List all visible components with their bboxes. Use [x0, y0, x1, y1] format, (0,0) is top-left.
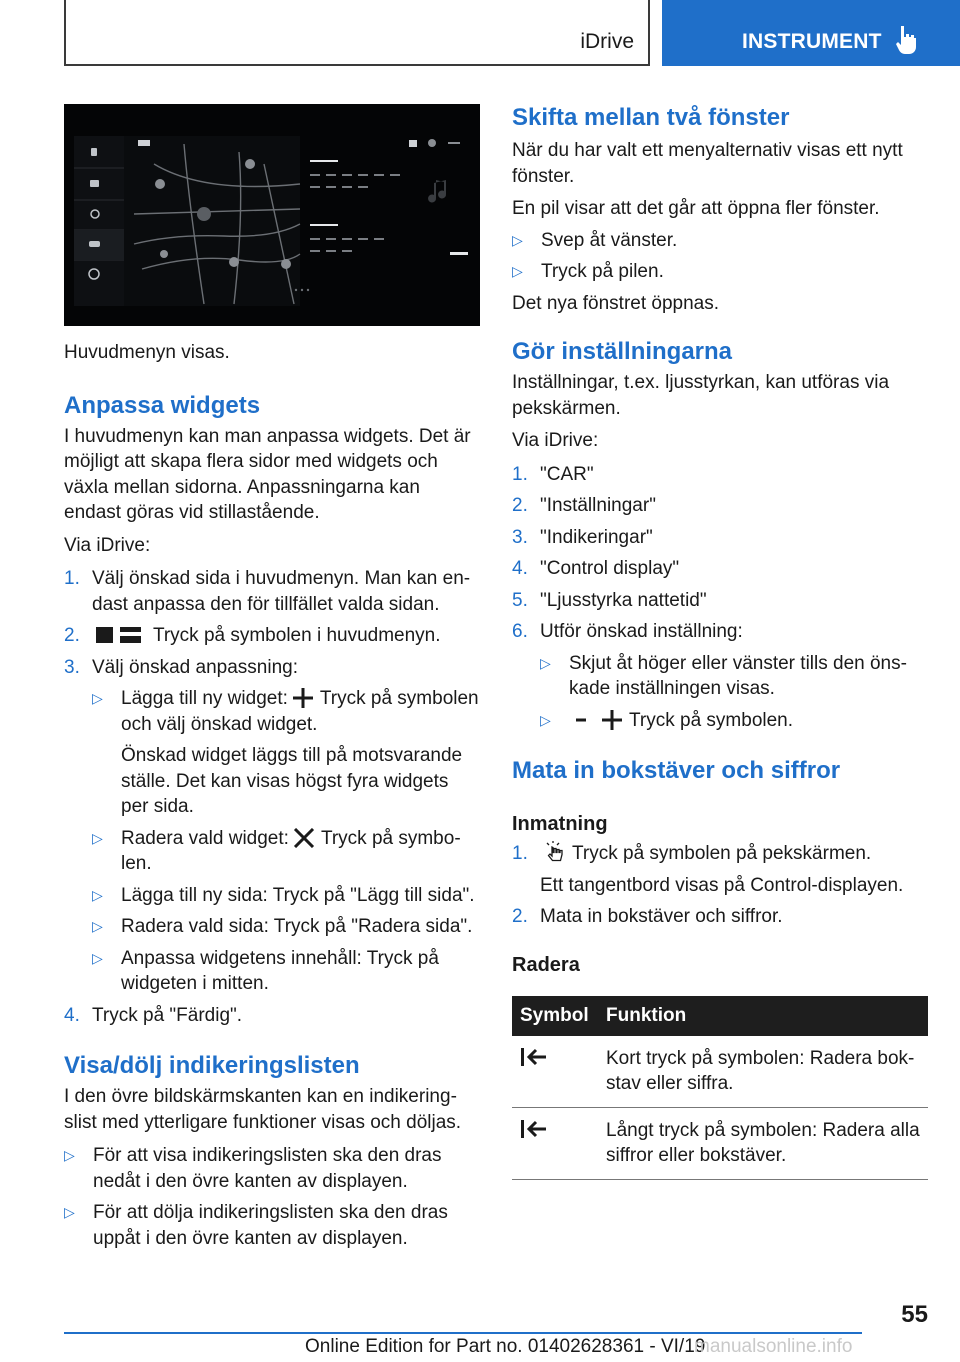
- list-item: [540, 651, 928, 702]
- minus-icon: [573, 710, 591, 730]
- option-text: Lägga till ny widget:: [121, 688, 288, 709]
- list-item: [92, 686, 480, 820]
- step-text: "CAR": [540, 463, 594, 485]
- column-header-function: Funktion: [598, 996, 928, 1036]
- step-number: 5.: [512, 589, 528, 611]
- symbol-cell: [512, 1036, 598, 1108]
- list-item: [64, 623, 480, 649]
- list-item: [512, 588, 928, 614]
- triangle-bullet-icon: ▷: [64, 1204, 75, 1220]
- list-item: [92, 826, 480, 877]
- step-number: 2.: [512, 495, 528, 516]
- settings-via: Via iDrive:: [512, 430, 599, 451]
- list-item: [512, 259, 928, 285]
- list-item: [92, 946, 480, 997]
- backspace-icon: [520, 1118, 550, 1140]
- step-text: "Ljusstyrka nattetid": [540, 589, 707, 611]
- widgets-via: Via iDrive:: [64, 534, 151, 556]
- plus-icon: [292, 688, 314, 708]
- triangle-bullet-icon: ▷: [540, 654, 551, 671]
- heading-settings: Gör inställningarna: [512, 338, 733, 365]
- bullet-text: För att visa indikeringslisten ska den dras nedåt i den övre kanten av displayen.: [93, 1145, 442, 1192]
- subheading-input: Inmatning: [512, 813, 608, 835]
- bullet-text: För att dölja indikeringslisten ska den dras uppåt i den övre kanten av displayen.: [93, 1202, 448, 1249]
- right-column: [512, 104, 928, 1180]
- heading-switch-windows: Skifta mellan två fönster: [512, 104, 790, 131]
- step-text: Välj önskad anpassning:: [92, 656, 298, 678]
- delete-symbol-table: [512, 996, 928, 1180]
- list-item: [512, 493, 928, 519]
- step-number: 1.: [512, 463, 528, 485]
- triangle-bullet-icon: ▷: [512, 231, 523, 248]
- symbol-cell: [512, 1107, 598, 1179]
- statusbar-bullets: [64, 1143, 480, 1251]
- edition-text: Online Edition for Part no. 01402628361 - VI/19: [305, 1336, 706, 1357]
- main-menu-screen-illustration: [64, 104, 480, 326]
- input-steps: [512, 841, 928, 930]
- step-text: Tryck på symbolen i huvudmenyn.: [152, 625, 441, 646]
- figure-caption: Huvudmenyn visas.: [64, 342, 230, 363]
- step-number: 1.: [512, 843, 528, 864]
- list-item: [512, 904, 928, 930]
- list-item: [512, 525, 928, 551]
- widgets-steps: [64, 566, 480, 1028]
- option-note: Önskad widget läggs till på motsvarande ställe. Det kan visas högst fyra widgets per sida.: [121, 745, 463, 817]
- list-item: [92, 914, 480, 940]
- option-text: Radera vald widget:: [121, 827, 289, 849]
- step-number: 3.: [64, 656, 80, 678]
- option-text: Lägga till ny sida: Tryck på "Lägg till sida".: [121, 884, 475, 906]
- triangle-bullet-icon: ▷: [92, 886, 103, 903]
- list-item: [512, 228, 928, 254]
- page-number: 55: [901, 1301, 928, 1328]
- list-item: [540, 708, 928, 734]
- widget-menu-icon: [96, 625, 142, 645]
- switch-p3: Det nya fönstret öppnas.: [512, 292, 720, 314]
- step-text: Tryck på symbolen på pekskärmen.: [572, 843, 872, 864]
- switch-p1: När du har valt ett menyalternativ visas ett nytt fönster.: [512, 140, 903, 187]
- step-text: Mata in bokstäver och siffror.: [540, 906, 783, 927]
- list-item: [64, 1200, 480, 1251]
- option-text: Radera vald sida: Tryck på "Radera sida".: [121, 916, 473, 937]
- option-text: Anpassa widgetens innehåll: Tryck på widgeten i mitten.: [121, 947, 439, 994]
- list-item: [64, 1003, 480, 1029]
- option-text-cont: Tryck på symbolen.: [121, 827, 461, 874]
- option-text: Skjut åt höger eller vänster tills den önskade inställningen visas.: [569, 652, 907, 699]
- table-row: [512, 1036, 928, 1108]
- step-number: 2.: [64, 625, 80, 646]
- header-section-label: iDrive: [580, 30, 634, 53]
- close-icon: [293, 828, 315, 848]
- step-text: "Inställningar": [540, 495, 656, 516]
- settings-intro: Inställningar, t.ex. ljusstyrkan, kan utföras via pekskärmen.: [512, 372, 890, 419]
- bullet-text: Svep åt vänster.: [541, 229, 678, 251]
- idrive-main-menu-screenshot: [64, 104, 480, 326]
- table-header-row: [512, 996, 928, 1036]
- step-number: 4.: [512, 558, 528, 579]
- footer-divider: [64, 1332, 862, 1334]
- triangle-bullet-icon: ▷: [92, 690, 103, 706]
- pointing-hand-icon: [894, 24, 920, 54]
- list-item: [92, 883, 480, 909]
- backspace-icon: [520, 1046, 550, 1068]
- triangle-bullet-icon: ▷: [512, 263, 523, 279]
- function-cell: Långt tryck på symbolen: Radera alla siffror eller bokstäver.: [598, 1107, 928, 1179]
- step-number: 3.: [512, 526, 528, 548]
- triangle-bullet-icon: ▷: [92, 918, 103, 934]
- triangle-bullet-icon: ▷: [64, 1147, 75, 1163]
- widgets-intro: I huvudmenyn kan man anpassa widgets. Det är möjligt att skapa flera sidor med widgets och växla mellan sidorna. Anpassningarna kan endast göras vid stillastående.: [64, 425, 471, 523]
- heading-customize-widgets: Anpassa widgets: [64, 391, 261, 419]
- watermark-text: manualsonline.info: [694, 1336, 853, 1357]
- switch-bullets: [512, 228, 928, 285]
- statusbar-intro: I den övre bildskärmskanten kan en indikeringslist med ytterligare funktioner visas och döljas.: [64, 1086, 462, 1133]
- heading-status-bar: Visa/dölj indikeringslisten: [64, 1052, 360, 1079]
- list-item: [64, 655, 480, 997]
- list-item: [64, 1143, 480, 1194]
- step-text: "Control display": [540, 558, 680, 579]
- triangle-bullet-icon: ▷: [540, 711, 551, 728]
- plus-icon: [601, 710, 623, 730]
- table-row: [512, 1107, 928, 1179]
- header-chapter-label: INSTRUMENT: [742, 30, 882, 53]
- triangle-bullet-icon: ▷: [92, 949, 103, 966]
- settings-options: [540, 651, 928, 734]
- touch-hand-icon: [544, 841, 566, 863]
- settings-steps: [512, 462, 928, 734]
- list-item: [64, 566, 480, 617]
- step-note: Ett tangentbord visas på Control-displayen.: [540, 874, 904, 896]
- heading-enter-text: Mata in bokstäver och siffror: [512, 757, 841, 784]
- list-item: [512, 841, 928, 898]
- function-cell: Kort tryck på symbolen: Radera bokstav eller siffra.: [598, 1036, 928, 1108]
- subheading-delete: Radera: [512, 953, 580, 976]
- step-text: Utför önskad inställning:: [540, 621, 743, 642]
- left-column: [64, 104, 480, 1257]
- customize-options: [92, 686, 480, 997]
- column-header-symbol: Symbol: [512, 996, 598, 1036]
- step-number: 2.: [512, 906, 528, 927]
- bullet-text: Tryck på pilen.: [541, 261, 664, 282]
- step-text: Tryck på "Färdig".: [92, 1004, 243, 1026]
- triangle-bullet-icon: ▷: [92, 829, 103, 846]
- step-text: "Indikeringar": [540, 526, 653, 548]
- option-text: Tryck på symbolen.: [629, 709, 794, 731]
- list-item: [512, 462, 928, 488]
- step-text: Välj önskad sida i huvudmenyn. Man kan endast anpassa den för tillfället valda sidan.: [92, 568, 471, 615]
- step-number: 1.: [64, 568, 80, 589]
- step-number: 6.: [512, 621, 528, 642]
- option-text-cont: Tryck på symbolen och välj önskad widget.: [121, 688, 479, 735]
- list-item: [512, 556, 928, 582]
- step-number: 4.: [64, 1004, 80, 1026]
- switch-p2: En pil visar att det går att öppna fler fönster.: [512, 198, 880, 219]
- header-section-tab: [64, 0, 650, 66]
- list-item: [512, 619, 928, 733]
